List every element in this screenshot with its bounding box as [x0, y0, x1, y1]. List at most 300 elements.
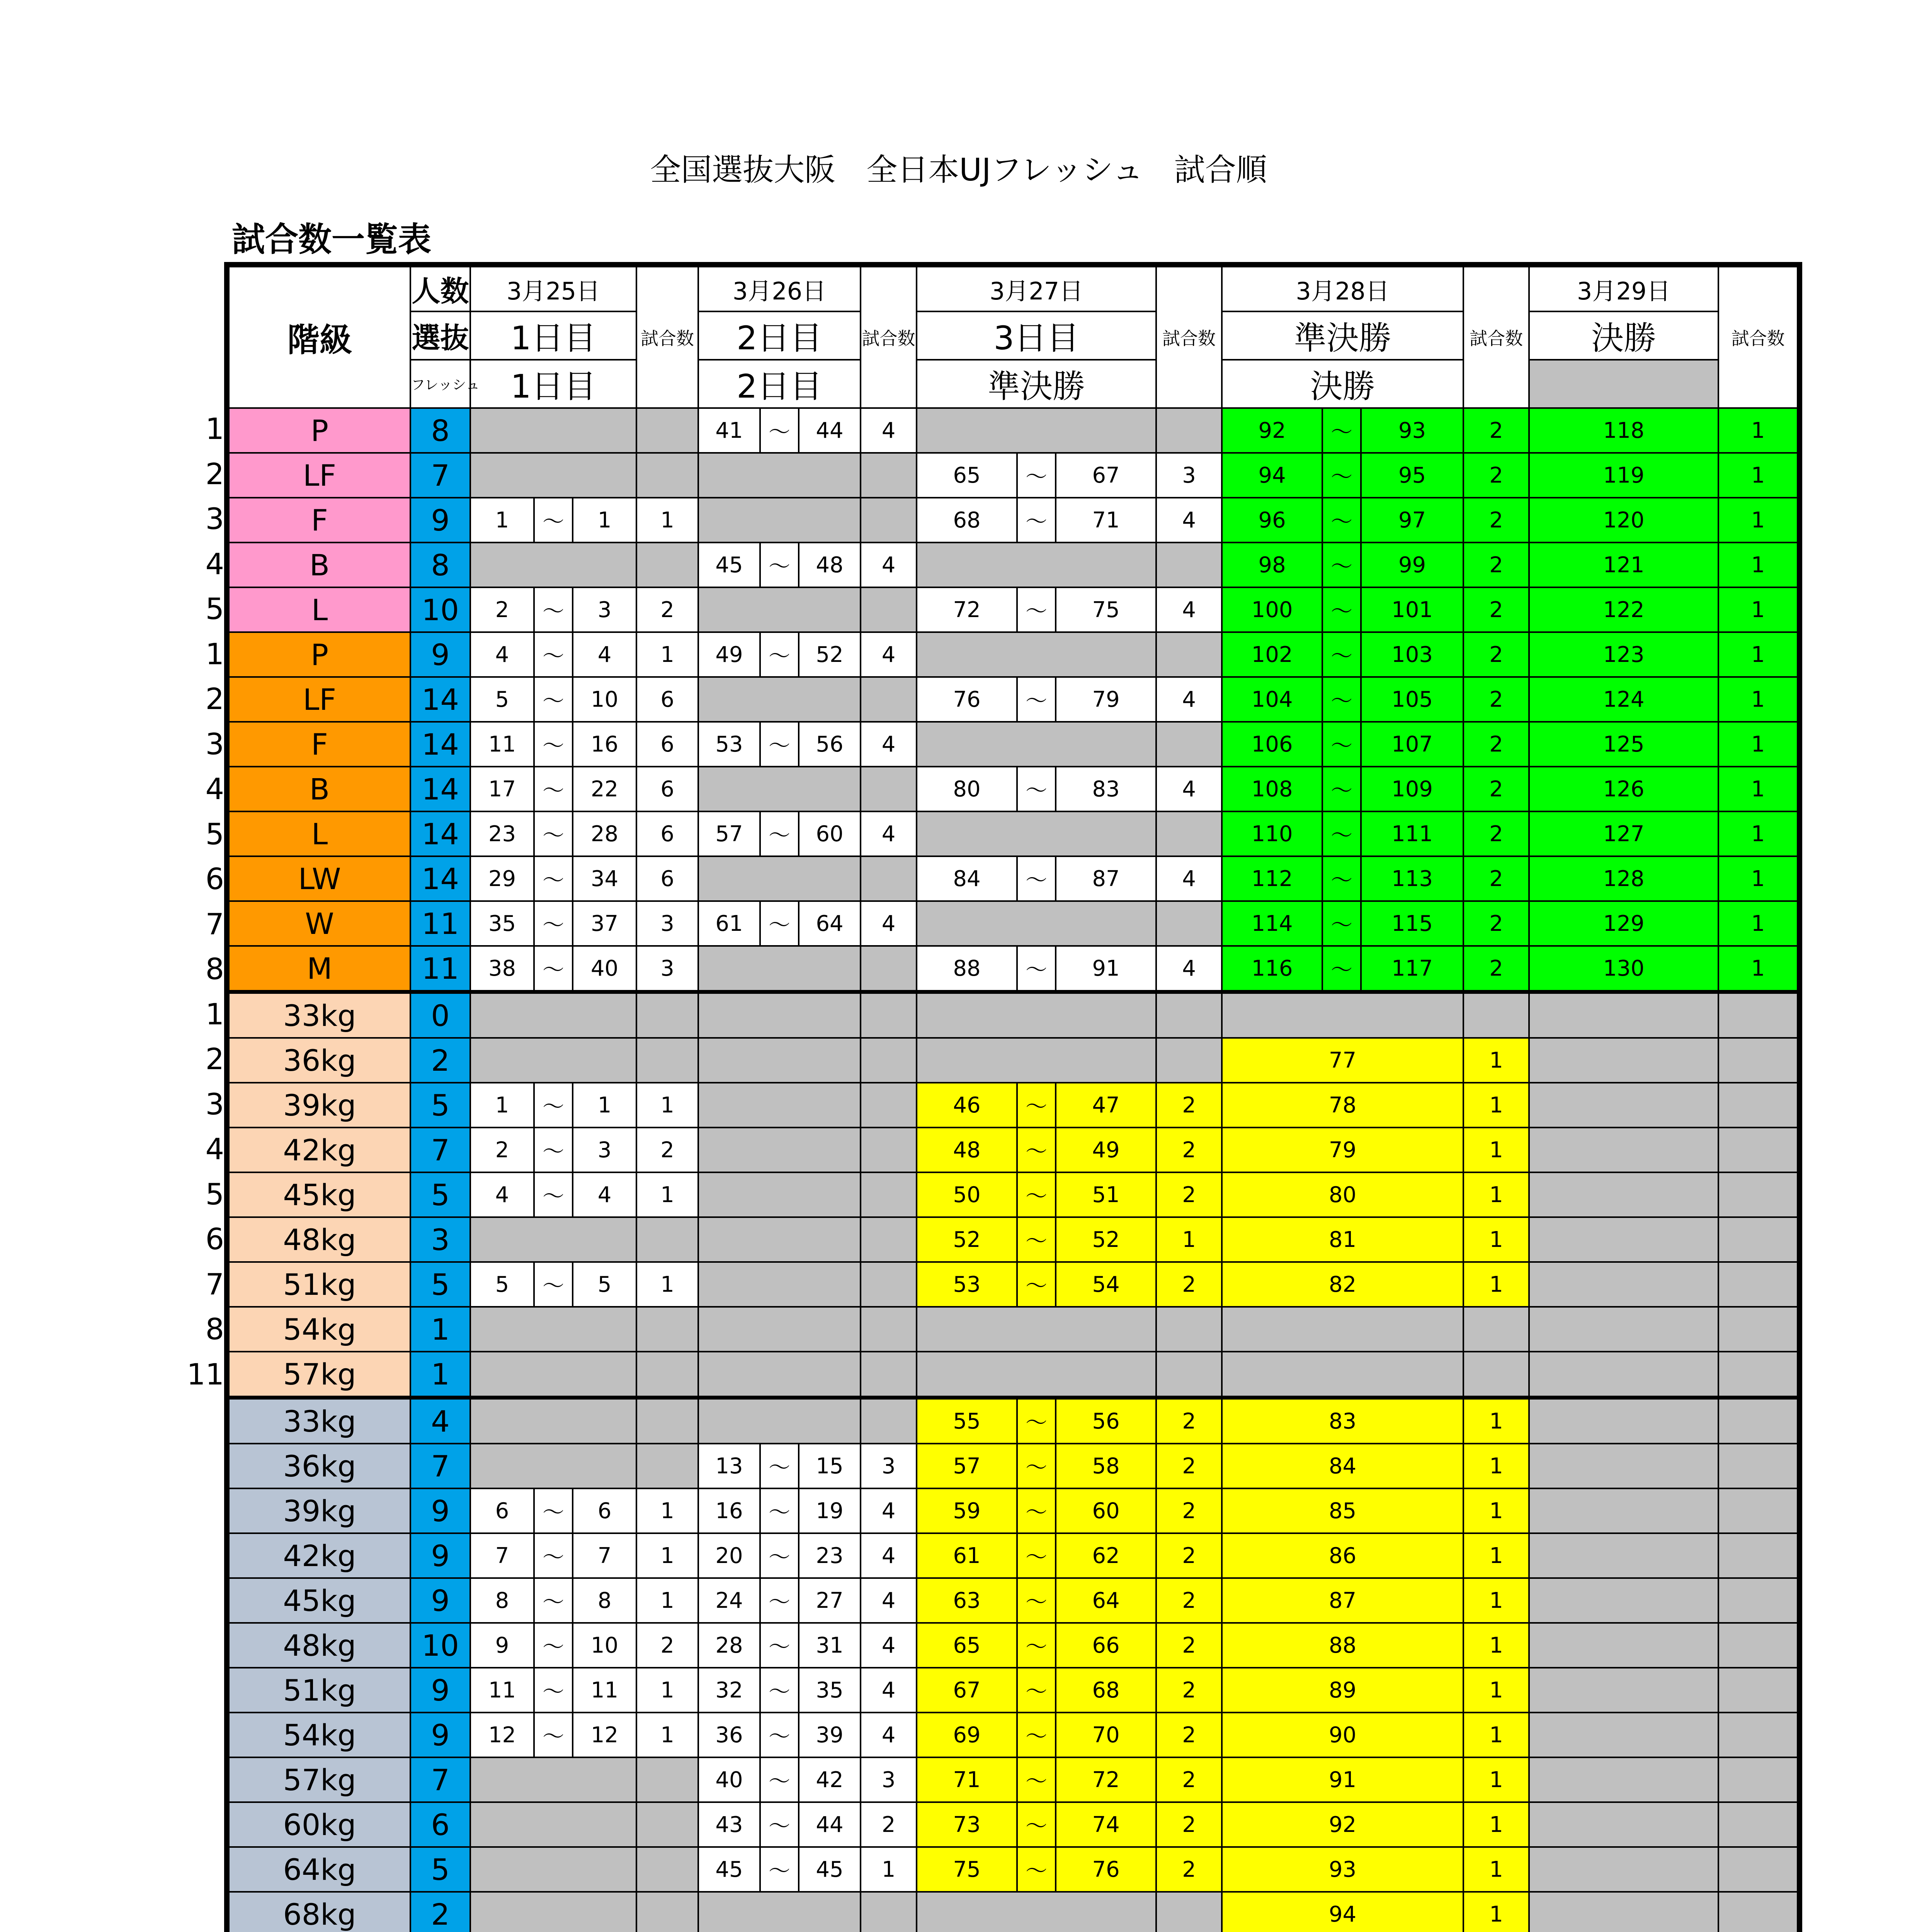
match-range-to: 51	[1056, 1172, 1156, 1217]
match-count: 4	[1156, 677, 1222, 722]
match-range-from: 102	[1222, 632, 1322, 677]
match-range-from: 32	[698, 1668, 760, 1713]
match-range-from: 98	[1222, 543, 1322, 587]
match-count: 1	[1718, 722, 1798, 767]
empty-cell	[1156, 992, 1222, 1038]
match-range-from: 53	[698, 722, 760, 767]
row-index: 1	[205, 412, 224, 446]
empty-cell	[1718, 1802, 1798, 1847]
match-range-to: 109	[1361, 767, 1463, 811]
match-range-from: 84	[917, 856, 1017, 901]
match-number: 124	[1529, 677, 1718, 722]
empty-cell	[1017, 1038, 1056, 1083]
empty-cell	[1322, 1307, 1361, 1352]
match-count: 1	[1718, 498, 1798, 543]
match-number: 77	[1222, 1038, 1463, 1083]
class-row	[229, 1713, 1798, 1757]
empty-cell	[799, 1262, 861, 1307]
selection-day-5: 決勝	[1529, 311, 1718, 360]
match-count: 1	[1463, 1623, 1529, 1668]
class-name: B	[229, 543, 410, 587]
match-range-from: 76	[917, 677, 1017, 722]
match-range-from: 45	[698, 1847, 760, 1892]
match-count: 2	[1463, 767, 1529, 811]
empty-cell	[1718, 992, 1798, 1038]
row-index: 6	[205, 1222, 224, 1256]
empty-cell	[861, 1217, 917, 1262]
match-number: 121	[1529, 543, 1718, 587]
match-count: 2	[1156, 1444, 1222, 1488]
empty-cell	[698, 498, 760, 543]
match-range-to: 99	[1361, 543, 1463, 587]
player-count: 9	[410, 498, 470, 543]
empty-cell	[636, 1802, 698, 1847]
match-range-to: 48	[799, 543, 861, 587]
match-number: 81	[1222, 1217, 1463, 1262]
match-range-to: 54	[1056, 1262, 1156, 1307]
empty-cell	[799, 992, 861, 1038]
match-number: 93	[1222, 1847, 1463, 1892]
class-name: 33kg	[229, 1398, 410, 1444]
match-number: 82	[1222, 1262, 1463, 1307]
range-tilde: ～	[1017, 677, 1056, 722]
empty-cell	[760, 1172, 799, 1217]
empty-cell	[573, 408, 636, 453]
match-range-to: 91	[1056, 946, 1156, 992]
match-range-to: 44	[799, 408, 861, 453]
match-range-from: 75	[917, 1847, 1017, 1892]
class-name: 33kg	[229, 992, 410, 1038]
empty-cell	[698, 1128, 760, 1172]
match-count: 4	[861, 543, 917, 587]
class-name: 64kg	[229, 1847, 410, 1892]
empty-cell	[534, 1217, 573, 1262]
row-index: 6	[205, 862, 224, 896]
match-count: 1	[1463, 1262, 1529, 1307]
row-index: 5	[205, 1177, 224, 1211]
class-row	[229, 901, 1798, 946]
match-count: 1	[1463, 1488, 1529, 1533]
match-count: 2	[1463, 408, 1529, 453]
class-row	[229, 1352, 1798, 1398]
match-number: 126	[1529, 767, 1718, 811]
empty-cell	[861, 856, 917, 901]
row-index: 2	[205, 682, 224, 716]
empty-cell	[636, 1892, 698, 1932]
empty-cell	[861, 587, 917, 632]
class-name: LF	[229, 677, 410, 722]
empty-cell	[636, 1847, 698, 1892]
match-range-to: 39	[799, 1713, 861, 1757]
match-number: 128	[1529, 856, 1718, 901]
empty-cell	[917, 632, 1017, 677]
match-count: 2	[1463, 856, 1529, 901]
range-tilde: ～	[534, 1623, 573, 1668]
match-count: 4	[861, 632, 917, 677]
empty-cell	[534, 1398, 573, 1444]
empty-cell	[1529, 1307, 1718, 1352]
match-range-to: 11	[573, 1668, 636, 1713]
class-name: P	[229, 408, 410, 453]
class-name: LW	[229, 856, 410, 901]
row-index: 3	[205, 1087, 224, 1121]
match-count: 2	[1156, 1802, 1222, 1847]
match-range-to: 34	[573, 856, 636, 901]
empty-cell	[1056, 632, 1156, 677]
range-tilde: ～	[1017, 1668, 1056, 1713]
match-count: 2	[1156, 1128, 1222, 1172]
match-count: 1	[1718, 408, 1798, 453]
selection-day-2: 2日目	[698, 311, 861, 360]
empty-cell	[1056, 1892, 1156, 1932]
match-number: 129	[1529, 901, 1718, 946]
match-range-from: 52	[917, 1217, 1017, 1262]
match-range-to: 45	[799, 1847, 861, 1892]
selection-day-4: 準決勝	[1222, 311, 1463, 360]
empty-cell	[861, 677, 917, 722]
empty-cell	[698, 1398, 760, 1444]
match-count: 1	[636, 1083, 698, 1128]
match-range-from: 116	[1222, 946, 1322, 992]
empty-cell	[1718, 1623, 1798, 1668]
empty-cell	[573, 1444, 636, 1488]
match-count: 1	[1463, 1668, 1529, 1713]
class-row	[229, 1444, 1798, 1488]
match-count: 1	[636, 1668, 698, 1713]
match-count: 3	[861, 1757, 917, 1802]
class-row	[229, 1038, 1798, 1083]
empty-cell	[1017, 408, 1056, 453]
match-range-from: 88	[917, 946, 1017, 992]
selection-header: 選抜	[410, 311, 470, 360]
class-name: 39kg	[229, 1083, 410, 1128]
empty-cell	[573, 1802, 636, 1847]
match-count: 2	[1156, 1172, 1222, 1217]
match-range-from: 50	[917, 1172, 1017, 1217]
range-tilde: ～	[1017, 1802, 1056, 1847]
player-count: 5	[410, 1847, 470, 1892]
header-row-selection	[229, 311, 1798, 360]
range-tilde: ～	[1017, 1217, 1056, 1262]
match-count: 6	[636, 856, 698, 901]
empty-cell	[1529, 1398, 1718, 1444]
match-range-to: 64	[799, 901, 861, 946]
match-count: 2	[1156, 1262, 1222, 1307]
empty-cell	[470, 1217, 534, 1262]
range-tilde: ～	[760, 722, 799, 767]
empty-cell	[1463, 1352, 1529, 1398]
player-count: 1	[410, 1352, 470, 1398]
match-range-from: 63	[917, 1578, 1017, 1623]
player-count: 9	[410, 1488, 470, 1533]
range-tilde: ～	[1322, 722, 1361, 767]
range-tilde: ～	[534, 1083, 573, 1128]
matches-header-4: 試合数	[1463, 267, 1529, 408]
player-count: 7	[410, 1757, 470, 1802]
empty-cell	[1718, 1128, 1798, 1172]
match-number: 88	[1222, 1623, 1463, 1668]
match-count: 1	[1463, 1038, 1529, 1083]
match-range-from: 57	[917, 1444, 1017, 1488]
match-range-to: 52	[799, 632, 861, 677]
match-range-to: 31	[799, 1623, 861, 1668]
row-index: 7	[205, 1267, 224, 1301]
empty-cell	[1156, 1352, 1222, 1398]
range-tilde: ～	[760, 1578, 799, 1623]
empty-cell	[1017, 632, 1056, 677]
player-count: 9	[410, 1668, 470, 1713]
match-count: 4	[1156, 498, 1222, 543]
empty-cell	[1017, 1352, 1056, 1398]
match-number: 83	[1222, 1398, 1463, 1444]
match-count: 1	[1718, 856, 1798, 901]
match-count: 2	[636, 1623, 698, 1668]
match-count: 2	[1156, 1533, 1222, 1578]
player-count: 2	[410, 1038, 470, 1083]
match-count: 1	[1463, 1398, 1529, 1444]
empty-cell	[1718, 1892, 1798, 1932]
match-count: 3	[861, 1444, 917, 1488]
match-range-to: 95	[1361, 453, 1463, 498]
match-count: 2	[1463, 811, 1529, 856]
match-range-to: 1	[573, 1083, 636, 1128]
empty-cell	[1529, 1083, 1718, 1128]
class-name: 48kg	[229, 1217, 410, 1262]
player-count: 1	[410, 1307, 470, 1352]
match-count: 2	[1156, 1623, 1222, 1668]
match-range-from: 5	[470, 1262, 534, 1307]
match-range-to: 4	[573, 632, 636, 677]
range-tilde: ～	[760, 1444, 799, 1488]
match-count: 6	[636, 677, 698, 722]
date-header-5: 3月29日	[1529, 267, 1718, 311]
empty-cell	[760, 1892, 799, 1932]
class-row	[229, 946, 1798, 992]
player-count: 7	[410, 1444, 470, 1488]
class-name: 36kg	[229, 1038, 410, 1083]
range-tilde: ～	[1017, 1533, 1056, 1578]
class-name: 45kg	[229, 1172, 410, 1217]
match-range-from: 92	[1222, 408, 1322, 453]
row-index: 7	[205, 906, 224, 941]
match-range-from: 68	[917, 498, 1017, 543]
match-count: 1	[636, 1488, 698, 1533]
range-tilde: ～	[1017, 1398, 1056, 1444]
empty-cell	[1718, 1578, 1798, 1623]
empty-cell	[760, 1128, 799, 1172]
row-index: 3	[205, 726, 224, 761]
match-range-to: 15	[799, 1444, 861, 1488]
class-row	[229, 1847, 1798, 1892]
empty-cell	[861, 1172, 917, 1217]
matches-header-3: 試合数	[1156, 267, 1222, 408]
empty-cell	[698, 1892, 760, 1932]
match-range-from: 65	[917, 1623, 1017, 1668]
range-tilde: ～	[1017, 1083, 1056, 1128]
match-range-from: 12	[470, 1713, 534, 1757]
row-index: 1	[205, 997, 224, 1031]
match-range-from: 65	[917, 453, 1017, 498]
match-range-from: 72	[917, 587, 1017, 632]
match-range-to: 4	[573, 1172, 636, 1217]
empty-cell	[1156, 543, 1222, 587]
empty-cell	[1529, 1802, 1718, 1847]
match-count: 1	[1718, 946, 1798, 992]
date-header-2: 3月26日	[698, 267, 861, 311]
empty-cell	[636, 1038, 698, 1083]
match-range-to: 115	[1361, 901, 1463, 946]
match-range-to: 79	[1056, 677, 1156, 722]
empty-cell	[1156, 1892, 1222, 1932]
class-row	[229, 992, 1798, 1038]
match-count: 1	[1718, 453, 1798, 498]
match-count: 6	[636, 767, 698, 811]
empty-cell	[573, 1892, 636, 1932]
player-count: 5	[410, 1172, 470, 1217]
empty-cell	[534, 1847, 573, 1892]
class-name: 60kg	[229, 1802, 410, 1847]
player-count: 5	[410, 1083, 470, 1128]
empty-cell	[573, 543, 636, 587]
empty-cell	[470, 408, 534, 453]
empty-cell	[799, 1398, 861, 1444]
empty-cell	[760, 498, 799, 543]
empty-cell	[799, 677, 861, 722]
class-row	[229, 1623, 1798, 1668]
match-range-from: 4	[470, 1172, 534, 1217]
match-count: 4	[861, 1668, 917, 1713]
empty-cell	[1322, 1352, 1361, 1398]
range-tilde: ～	[534, 632, 573, 677]
match-count: 1	[1463, 1172, 1529, 1217]
empty-cell	[1529, 1352, 1718, 1398]
match-count: 4	[861, 1713, 917, 1757]
class-row	[229, 1128, 1798, 1172]
match-count: 1	[1718, 677, 1798, 722]
empty-cell	[861, 992, 917, 1038]
match-range-to: 23	[799, 1533, 861, 1578]
empty-cell	[799, 498, 861, 543]
match-count: 2	[636, 587, 698, 632]
empty-cell	[1056, 1038, 1156, 1083]
match-range-from: 69	[917, 1713, 1017, 1757]
empty-cell	[573, 1038, 636, 1083]
match-range-from: 108	[1222, 767, 1322, 811]
class-name: 57kg	[229, 1352, 410, 1398]
class-name: 57kg	[229, 1757, 410, 1802]
empty-cell	[470, 1802, 534, 1847]
match-count: 1	[1463, 1128, 1529, 1172]
match-range-from: 94	[1222, 453, 1322, 498]
class-row	[229, 856, 1798, 901]
match-count: 2	[1463, 543, 1529, 587]
range-tilde: ～	[1017, 498, 1056, 543]
table-caption: 試合数一覧表	[232, 220, 431, 259]
empty-cell	[636, 408, 698, 453]
empty-cell	[1529, 1623, 1718, 1668]
range-tilde: ～	[760, 1757, 799, 1802]
date-header-1: 3月25日	[470, 267, 636, 311]
class-name: F	[229, 722, 410, 767]
range-tilde: ～	[760, 1488, 799, 1533]
match-range-from: 1	[470, 1083, 534, 1128]
class-name: 36kg	[229, 1444, 410, 1488]
class-name: 51kg	[229, 1262, 410, 1307]
match-number: 130	[1529, 946, 1718, 992]
class-name: P	[229, 632, 410, 677]
empty-cell	[1529, 1533, 1718, 1578]
empty-cell	[917, 1352, 1017, 1398]
empty-cell	[534, 1892, 573, 1932]
class-name: L	[229, 587, 410, 632]
match-range-to: 103	[1361, 632, 1463, 677]
match-range-to: 87	[1056, 856, 1156, 901]
match-count: 6	[636, 722, 698, 767]
class-row	[229, 587, 1798, 632]
empty-cell	[861, 1262, 917, 1307]
row-index: 3	[205, 502, 224, 536]
match-count: 1	[636, 632, 698, 677]
range-tilde: ～	[1322, 408, 1361, 453]
class-header: 階級	[229, 267, 410, 408]
class-row	[229, 811, 1798, 856]
match-range-from: 5	[470, 677, 534, 722]
match-range-to: 7	[573, 1533, 636, 1578]
empty-cell	[534, 992, 573, 1038]
player-count: 8	[410, 543, 470, 587]
empty-cell	[799, 1307, 861, 1352]
empty-cell	[470, 1444, 534, 1488]
player-count: 9	[410, 1533, 470, 1578]
empty-cell	[760, 677, 799, 722]
class-name: M	[229, 946, 410, 992]
match-number: 87	[1222, 1578, 1463, 1623]
match-range-from: 100	[1222, 587, 1322, 632]
empty-cell	[470, 1352, 534, 1398]
empty-cell	[636, 1352, 698, 1398]
match-count: 6	[636, 811, 698, 856]
match-count: 1	[636, 1172, 698, 1217]
empty-cell	[534, 1038, 573, 1083]
match-range-to: 72	[1056, 1757, 1156, 1802]
class-name: LF	[229, 453, 410, 498]
empty-cell	[470, 453, 534, 498]
match-range-to: 107	[1361, 722, 1463, 767]
match-count: 1	[1718, 767, 1798, 811]
class-name: L	[229, 811, 410, 856]
range-tilde: ～	[534, 1128, 573, 1172]
match-range-to: 68	[1056, 1668, 1156, 1713]
match-range-to: 64	[1056, 1578, 1156, 1623]
empty-cell	[1017, 811, 1056, 856]
class-row	[229, 1172, 1798, 1217]
empty-cell	[760, 453, 799, 498]
range-tilde: ～	[1017, 1847, 1056, 1892]
match-count-table	[228, 266, 1798, 1932]
player-count: 14	[410, 811, 470, 856]
empty-cell	[573, 992, 636, 1038]
empty-cell	[1156, 1307, 1222, 1352]
match-range-from: 38	[470, 946, 534, 992]
match-count: 2	[1156, 1398, 1222, 1444]
empty-cell	[760, 1262, 799, 1307]
match-count: 1	[1463, 1083, 1529, 1128]
match-number: 125	[1529, 722, 1718, 767]
empty-cell	[1718, 1352, 1798, 1398]
empty-cell	[698, 1172, 760, 1217]
class-name: 45kg	[229, 1578, 410, 1623]
match-number: 92	[1222, 1802, 1463, 1847]
